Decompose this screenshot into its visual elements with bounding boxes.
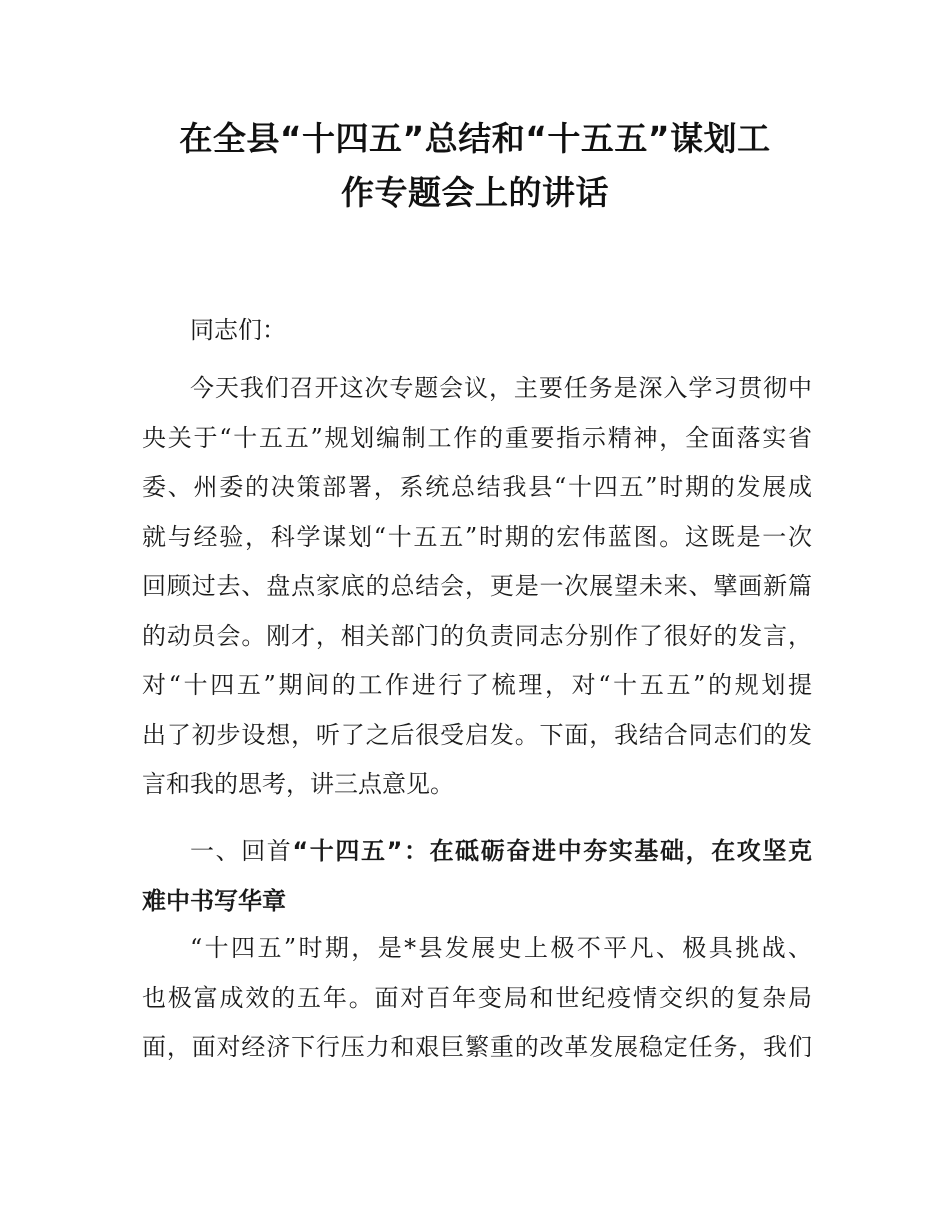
paragraph-line: 委、州委的决策部署，系统总结我县“十四五”时期的发展成 <box>142 473 812 501</box>
title-line-1: 在全县“十四五”总结和“十五五”谋划工 <box>179 119 771 158</box>
paragraph-line: 就与经验，科学谋划“十五五”时期的宏伟蓝图。这既是一次 <box>142 522 812 551</box>
title-line-2: 作专题会上的讲话 <box>341 173 609 212</box>
paragraph-section-1 <box>142 924 812 1073</box>
paragraph-intro <box>142 364 812 810</box>
section-heading-line-2: 难中书写华章 <box>142 886 286 915</box>
paragraph-line: 央关于“十五五”规划编制工作的重要指示精神，全面落实省 <box>142 423 812 452</box>
paragraph-line: 也极富成效的五年。面对百年变局和世纪疫情交织的复杂局 <box>142 983 812 1012</box>
paragraph-line: 出了初步设想，听了之后很受启发。下面，我结合同志们的发 <box>142 720 812 749</box>
section-heading-bold-text: “十四五”：在砥砺奋进中夯实基础，在攻坚克 <box>292 837 813 865</box>
greeting-text: 同志们： <box>190 316 286 344</box>
paragraph-line: 回顾过去、盘点家底的总结会，更是一次展望未来、擘画新篇 <box>142 572 812 600</box>
page-title <box>140 112 810 220</box>
paragraph-line: 的动员会。刚才，相关部门的负责同志分别作了很好的发言， <box>142 621 812 650</box>
paragraph-line: 言和我的思考，讲三点意见。 <box>142 770 454 798</box>
section-heading-1 <box>142 827 812 926</box>
paragraph-line: 对“十四五”期间的工作进行了梳理，对“十五五”的规划提 <box>142 671 812 699</box>
paragraph-line: 面，面对经济下行压力和艰巨繁重的改革发展稳定任务，我们 <box>142 1033 812 1061</box>
greeting <box>142 306 812 356</box>
section-heading-prefix: 一、回首 <box>190 837 293 865</box>
paragraph-line: 今天我们召开这次专题会议，主要任务是深入学习贯彻中 <box>190 374 812 402</box>
section-heading-line-1 <box>142 827 812 877</box>
paragraph-line: “十四五”时期，是*县发展史上极不平凡、极具挑战、 <box>190 934 812 962</box>
